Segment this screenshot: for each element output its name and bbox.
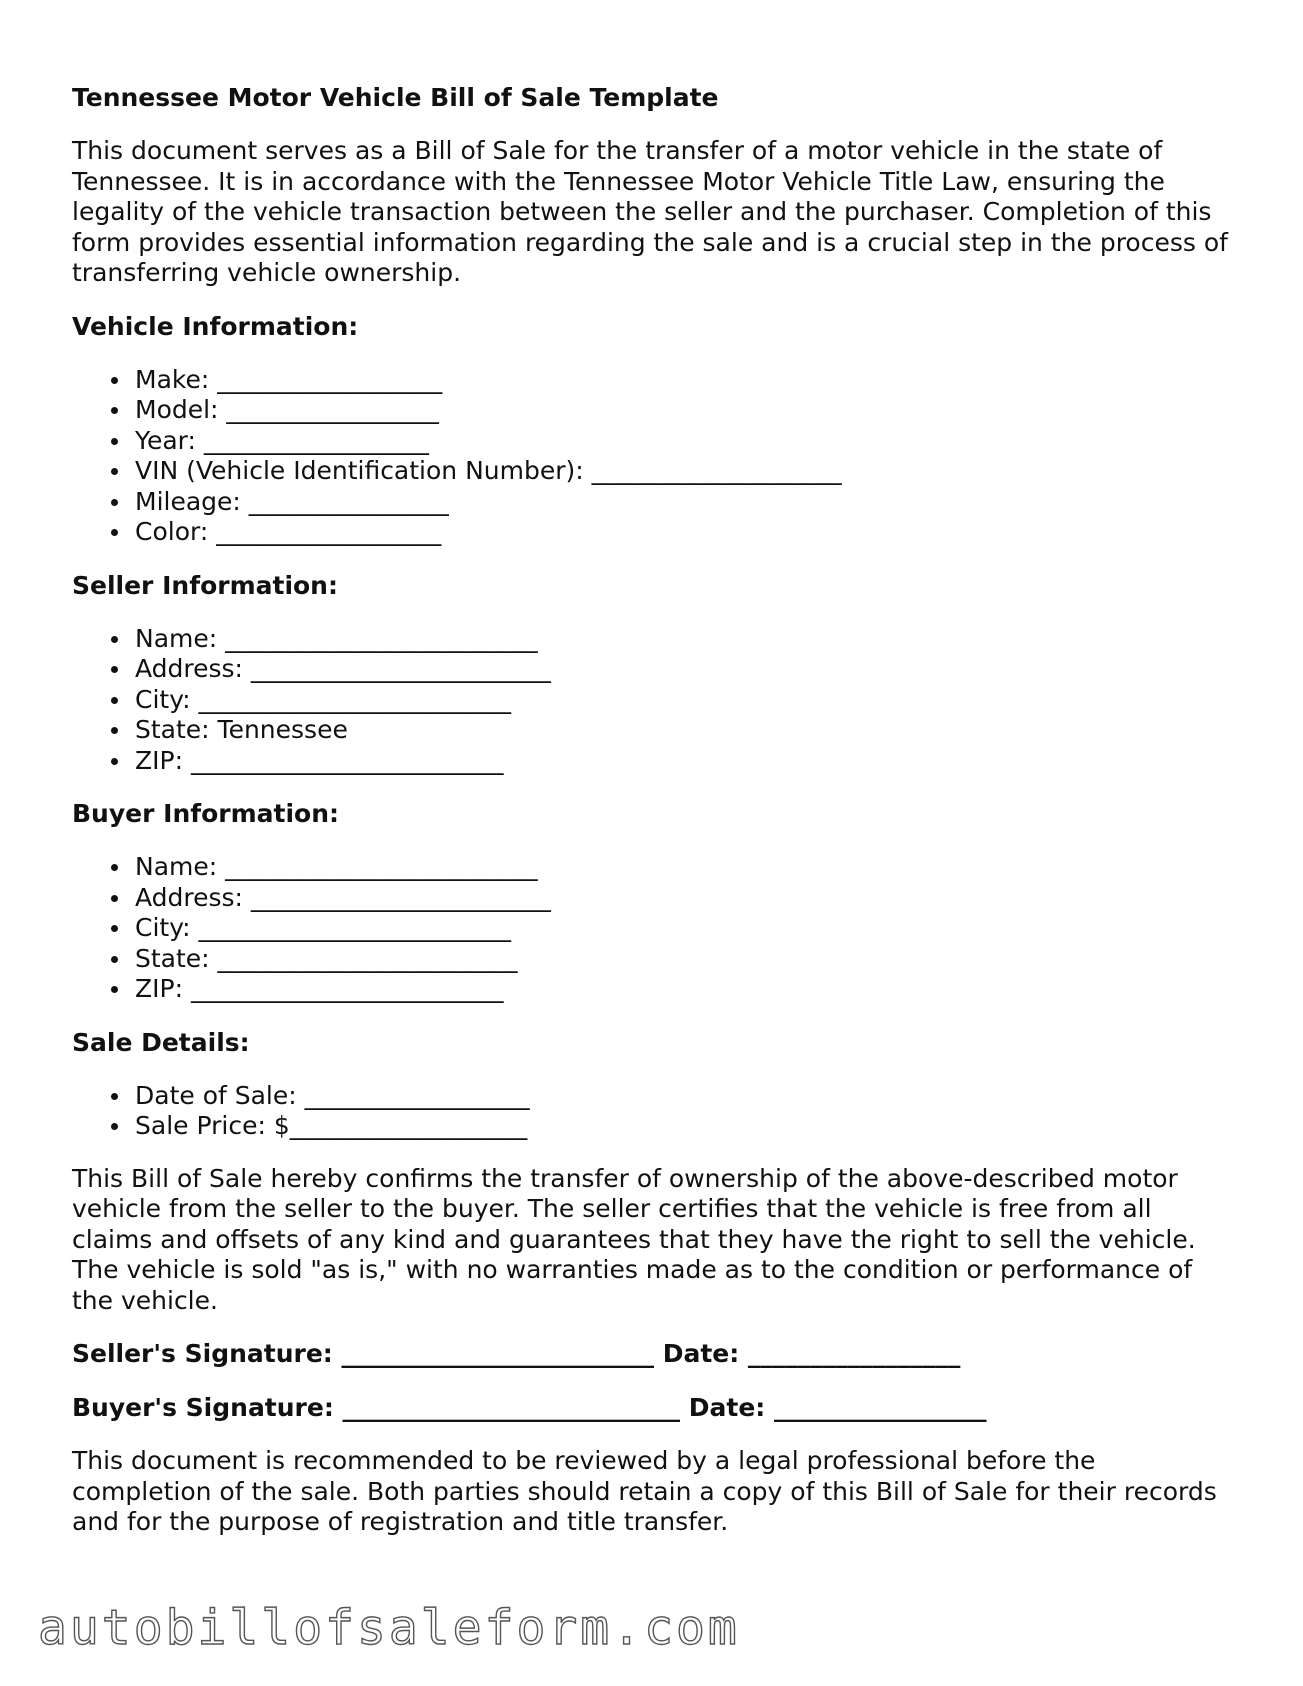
- buyer-city-field: City: _________________________: [135, 913, 1232, 944]
- buyer-information-heading: Buyer Information:: [72, 799, 340, 828]
- seller-city-field: City: _________________________: [135, 685, 1232, 716]
- vehicle-information-heading: Vehicle Information:: [72, 311, 359, 341]
- buyer-address-field: Address: ________________________: [135, 883, 1232, 914]
- watermark-logo: autobillofsaleform.com: [38, 1600, 740, 1656]
- sale-details-heading: Sale Details:: [72, 1027, 250, 1057]
- seller-information-heading: Seller Information:: [72, 570, 338, 600]
- buyer-signature-line: Buyer's Signature: ___________________________ Date: _________________: [72, 1393, 987, 1422]
- sale-details-list: [72, 1081, 1232, 1142]
- buyer-zip-field: ZIP: _________________________: [135, 974, 1232, 1005]
- document-page: [72, 82, 1232, 1560]
- document-title: Tennessee Motor Vehicle Bill of Sale Template: [72, 83, 719, 112]
- vehicle-model-field: Model: _________________: [135, 395, 1232, 426]
- closing-paragraph: This document is recommended to be reviewed by a legal professional before the completion of the sale. Both parties should retain a copy of this Bill of Sale for their records and for the purpose of registration and title transfer.: [72, 1446, 1217, 1536]
- buyer-state-field: State: ________________________: [135, 944, 1232, 975]
- vehicle-mileage-field: Mileage: ________________: [135, 487, 1232, 518]
- vehicle-vin-field: VIN (Vehicle Identification Number): ____________________: [135, 456, 1232, 487]
- confirmation-paragraph: This Bill of Sale hereby confirms the transfer of ownership of the above-described motor vehicle from the seller to the buyer. The seller certifies that the vehicle is free from all claims and offsets of any kind and guarantees that they have the right to sell the vehicle. The vehicle is sold "as is," with no warranties made as to the condition or performance of the vehicle.: [72, 1163, 1196, 1315]
- vehicle-information-list: [72, 365, 1232, 548]
- intro-paragraph: This document serves as a Bill of Sale for the transfer of a motor vehicle in the state of Tennessee. It is in accordance with the Tennessee Motor Vehicle Title Law, ensuring the legality of the vehicle transaction between the seller and the purchaser. Completion of this form provides essential information regarding the sale and is a crucial step in the process of transferring vehicle ownership.: [72, 136, 1228, 287]
- seller-signature-line: Seller's Signature: _________________________ Date: _________________: [72, 1339, 961, 1368]
- sale-date-field: Date of Sale: __________________: [135, 1081, 1232, 1112]
- buyer-information-list: [72, 852, 1232, 1005]
- vehicle-make-field: Make: __________________: [135, 365, 1232, 396]
- vehicle-color-field: Color: __________________: [135, 517, 1232, 548]
- seller-state-field: State: Tennessee: [135, 715, 1232, 746]
- seller-address-field: Address: ________________________: [135, 654, 1232, 685]
- seller-information-list: [72, 624, 1232, 777]
- sale-price-field: Sale Price: $___________________: [135, 1111, 1232, 1142]
- vehicle-year-field: Year: __________________: [135, 426, 1232, 457]
- buyer-name-field: Name: _________________________: [135, 852, 1232, 883]
- seller-name-field: Name: _________________________: [135, 624, 1232, 655]
- seller-zip-field: ZIP: _________________________: [135, 746, 1232, 777]
